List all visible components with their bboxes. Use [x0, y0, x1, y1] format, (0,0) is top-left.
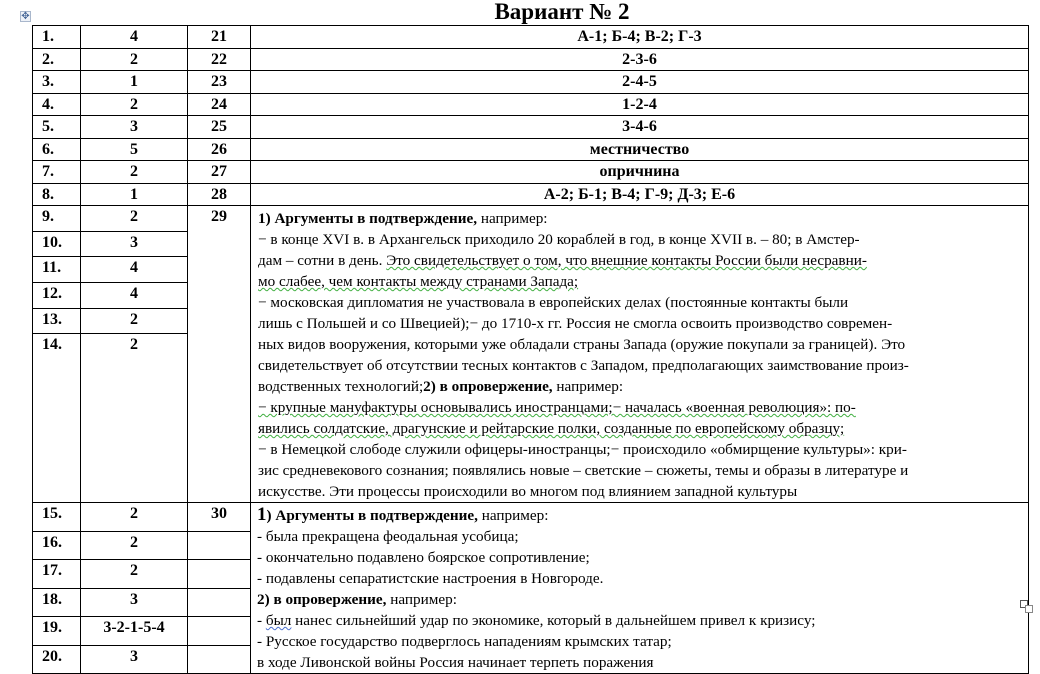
- table-row: [33, 503, 1029, 532]
- task-number: 11.: [33, 257, 81, 283]
- table-row: [33, 26, 1029, 49]
- task-answer: местничество: [251, 138, 1029, 161]
- answer-29-line: мо слабее, чем контакты между странами Запада;: [258, 273, 579, 290]
- answer-30-part1-heading: 1: [257, 504, 267, 525]
- task-answer: 1: [81, 183, 188, 206]
- task-answer: 2: [81, 531, 188, 560]
- task-answer: 3: [81, 645, 188, 674]
- task-answer: 3: [81, 116, 188, 139]
- answer-29-line: свидетельствует об отсутствии тесных контактов с Западом, предполагающих заимствование произ-: [258, 357, 909, 374]
- task-number: 6.: [33, 138, 81, 161]
- answer-29-part1-heading: 1) Аргументы в подтверждение,: [258, 210, 478, 227]
- answer-30-part1-note: например:: [477, 507, 549, 524]
- answer-30-text: [251, 503, 1029, 674]
- task-number: 9.: [33, 206, 81, 232]
- task-answer: 3-2-1-5-4: [81, 617, 188, 646]
- answer-30-part1-heading: ) Аргументы в подтверждение,: [266, 507, 478, 524]
- answers-table: [32, 25, 1029, 674]
- answer-30-line: - Русское государство подверглось нападениям крымских татар;: [257, 633, 672, 650]
- answer-30-line: - окончательно подавлено боярское сопротивление;: [257, 549, 590, 566]
- answer-29-part2-note: например:: [552, 378, 624, 395]
- answer-30-line: был: [265, 612, 292, 629]
- table-row: [33, 48, 1029, 71]
- task-number: 23: [188, 71, 251, 94]
- block-30: [33, 503, 1029, 674]
- task-number: 7.: [33, 161, 81, 184]
- task-answer: 4: [81, 257, 188, 283]
- answer-29-line: явились солдатские, драгунские и рейтарские полки, созданные по европейскому образцу;: [258, 420, 845, 437]
- task-number: 15.: [33, 503, 81, 532]
- task-number: 17.: [33, 560, 81, 589]
- task-number: 2.: [33, 48, 81, 71]
- task-answer: 3: [81, 231, 188, 257]
- task-answer: 4: [81, 26, 188, 49]
- task-answer: 5: [81, 138, 188, 161]
- task-answer: 4: [81, 282, 188, 308]
- answer-30-line: - была прекращена феодальная усобица;: [257, 528, 519, 545]
- table-row: [33, 116, 1029, 139]
- empty-cell: [188, 617, 251, 646]
- task-answer: А-1; Б-4; В-2; Г-3: [251, 26, 1029, 49]
- task-number: 27: [188, 161, 251, 184]
- task-number: 1.: [33, 26, 81, 49]
- task-number: 5.: [33, 116, 81, 139]
- task-number: 21: [188, 26, 251, 49]
- table-move-handle-icon[interactable]: ✥: [21, 11, 30, 22]
- task-number: 19.: [33, 617, 81, 646]
- task-answer: 3-4-6: [251, 116, 1029, 139]
- task-answer: 2-3-6: [251, 48, 1029, 71]
- task-answer: 2: [81, 206, 188, 232]
- table-row: [33, 93, 1029, 116]
- empty-cell: [188, 645, 251, 674]
- answer-29-line: − крупные мануфактуры основывались иностранцами;− началась «военная революция»: по-: [258, 399, 856, 416]
- task-number: 24: [188, 93, 251, 116]
- page-title: Вариант № 2: [494, 0, 630, 24]
- task-answer: 2-4-5: [251, 71, 1029, 94]
- answer-29-line: − в конце XVI в. в Архангельск приходило 20 кораблей в год, в конце XVII в. – 80; в Амстер-: [258, 231, 860, 248]
- answer-29-line: дам – сотни в день.: [258, 252, 387, 269]
- table-row: [33, 206, 1029, 232]
- task-number: 4.: [33, 93, 81, 116]
- task-answer: 2: [81, 503, 188, 532]
- answer-30-part2-heading: 2) в опровержение,: [257, 591, 387, 608]
- task-answer: 2: [81, 93, 188, 116]
- answer-29-line: − московская дипломатия не участвовала в европейских делах (постоянные контакты были: [258, 294, 849, 311]
- task-number: 14.: [33, 334, 81, 503]
- task-number: 10.: [33, 231, 81, 257]
- answer-29-line: зис средневекового сознания; появлялись новые – светские – сюжеты, темы и образы в литературе и: [258, 462, 909, 479]
- block-29: [33, 206, 1029, 503]
- task-number: 25: [188, 116, 251, 139]
- answer-30-part2-note: например:: [386, 591, 457, 608]
- task-answer: опричнина: [251, 161, 1029, 184]
- task-number: 8.: [33, 183, 81, 206]
- empty-cell: [188, 531, 251, 560]
- task-number: 26: [188, 138, 251, 161]
- task-number-29: 29: [188, 206, 251, 503]
- table-row: [33, 71, 1029, 94]
- task-number: 13.: [33, 308, 81, 334]
- answer-29-text: [251, 206, 1029, 503]
- answer-29-line: − в Немецкой слободе служили офицеры-иностранцы;− происходило «обмирщение культуры»: кри-: [258, 441, 907, 458]
- table-row: [33, 161, 1029, 184]
- task-answer: А-2; Б-1; В-4; Г-9; Д-3; Е-6: [251, 183, 1029, 206]
- task-answer: 2: [81, 161, 188, 184]
- empty-cell: [188, 560, 251, 589]
- task-number: 3.: [33, 71, 81, 94]
- task-number-30: 30: [188, 503, 251, 532]
- table-row: [33, 138, 1029, 161]
- task-number: 18.: [33, 588, 81, 617]
- task-number: 28: [188, 183, 251, 206]
- task-number: 22: [188, 48, 251, 71]
- answer-29-part1-note: например:: [477, 210, 548, 227]
- answer-30-line: -: [257, 612, 266, 629]
- answer-29-line: искусстве. Эти процессы происходили во многом под влиянием западной культуры: [258, 483, 798, 500]
- task-answer: 2: [81, 308, 188, 334]
- answer-30-line: в ходе Ливонской войны Россия начинает терпеть поражения: [257, 654, 654, 671]
- task-answer: 2: [81, 560, 188, 589]
- answer-29-line: лишь с Польшей и со Швецией);− до 1710-х гг. Россия не смогла освоить производство современ-: [258, 315, 893, 332]
- answer-29-line: Это свидетельствует о том, что внешние контакты России были несравни-: [386, 252, 867, 269]
- answer-30-line: нанес сильнейший удар по экономике, который в дальнейшем привел к кризису;: [291, 612, 816, 629]
- table-row: [33, 183, 1029, 206]
- answer-29-part2-heading: 2) в опровержение,: [423, 378, 553, 395]
- task-answer: 3: [81, 588, 188, 617]
- task-answer: 2: [81, 334, 188, 503]
- task-number: 16.: [33, 531, 81, 560]
- task-answer: 2: [81, 48, 188, 71]
- task-number: 12.: [33, 282, 81, 308]
- task-number: 20.: [33, 645, 81, 674]
- answer-29-line: ных видов вооружения, которыми уже обладали страны Запада (оружие покупали за границей). Это: [258, 336, 906, 353]
- task-answer: 1: [81, 71, 188, 94]
- answer-30-line: - подавлены сепаратистские настроения в Новгороде.: [257, 570, 604, 587]
- task-answer: 1-2-4: [251, 93, 1029, 116]
- table-resize-handle-icon[interactable]: [1020, 600, 1032, 612]
- answer-29-line: водственных технологий;: [258, 378, 424, 395]
- empty-cell: [188, 588, 251, 617]
